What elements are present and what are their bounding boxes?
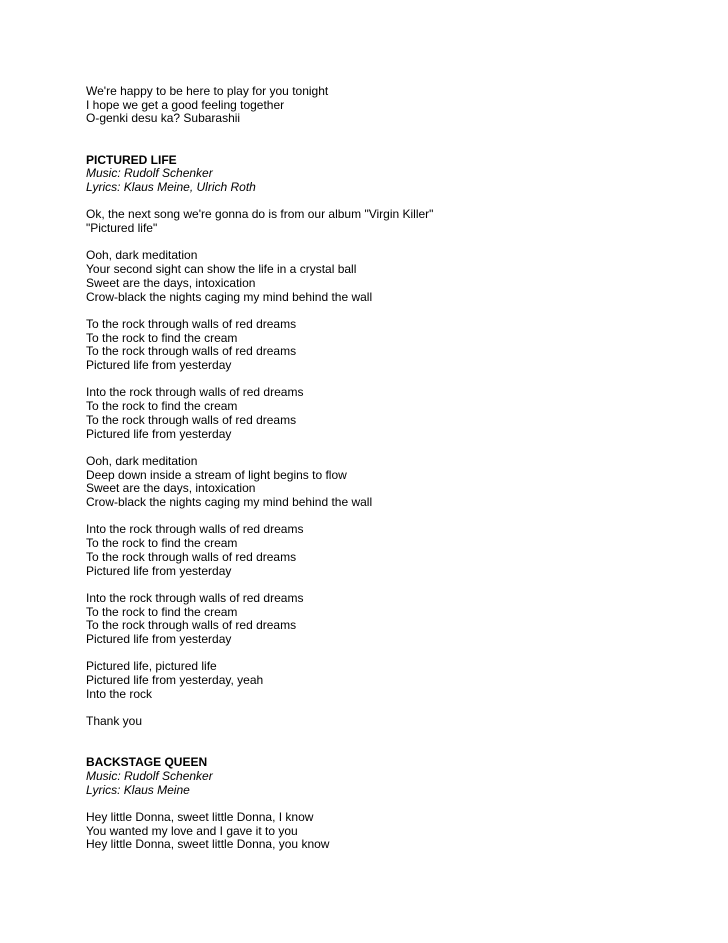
lyric-line: To the rock to find the cream <box>86 330 238 345</box>
lyric-line: To the rock through walls of red dreams <box>86 344 297 359</box>
lyric-line: Pictured life from yesterday <box>86 358 232 372</box>
lyric-line: To the rock to find the cream <box>86 399 238 414</box>
text-line: I hope we get a good feeling together <box>86 97 285 112</box>
lyric-line: To the rock through walls of red dreams <box>86 549 297 564</box>
lyrics-credit: Lyrics: Klaus Meine, Ulrich Roth <box>86 179 256 194</box>
lyric-line: To the rock through walls of red dreams <box>86 316 297 331</box>
chorus-1 <box>86 318 686 373</box>
lyric-line: Into the rock through walls of red dreams <box>86 385 304 400</box>
lyric-line: Pictured life from yesterday <box>86 563 232 578</box>
text-line: O-genki desu ka? Subarashii <box>86 111 241 126</box>
song-title: BACKSTAGE QUEEN <box>86 755 208 770</box>
text-line: Ok, the next song we're gonna do is from our album "Virgin Killer" <box>86 207 434 222</box>
lyric-line: Hey little Donna, sweet little Donna, I know <box>86 810 314 825</box>
lyric-line: Your second sight can show the life in a crystal ball <box>86 262 357 277</box>
lyric-line: You wanted my love and I gave it to you <box>86 823 298 838</box>
song-backstage-queen <box>86 756 686 852</box>
verse-1 <box>86 811 686 852</box>
song-title: PICTURED LIFE <box>86 152 177 167</box>
lyric-line: Pictured life, pictured life <box>86 659 217 674</box>
lyric-line: Crow-black the nights caging my mind behind the wall <box>86 289 373 304</box>
text-line: "Pictured life" <box>86 221 158 235</box>
lyric-line: Hey little Donna, sweet little Donna, you know <box>86 837 330 852</box>
lyric-line: Sweet are the days, intoxication <box>86 275 256 290</box>
verse-1 <box>86 249 686 304</box>
lyrics-credit: Lyrics: Klaus Meine <box>86 782 190 797</box>
lyric-line: Pictured life from yesterday <box>86 426 232 441</box>
thanks-line: Thank you <box>86 714 143 729</box>
lyric-line: To the rock through walls of red dreams <box>86 412 297 427</box>
lyric-line: Into the rock <box>86 686 153 701</box>
lyric-line: Ooh, dark meditation <box>86 248 198 263</box>
intro-block <box>86 85 686 126</box>
chorus-2 <box>86 386 686 441</box>
chorus-4 <box>86 592 686 647</box>
lyric-line: Crow-black the nights caging my mind behind the wall <box>86 495 373 509</box>
lyric-line: Pictured life from yesterday, yeah <box>86 673 264 688</box>
music-credit: Music: Rudolf Schenker <box>86 166 213 181</box>
announcement <box>86 208 686 235</box>
chorus-3 <box>86 523 686 578</box>
lyric-line: Sweet are the days, intoxication <box>86 481 256 496</box>
document-page <box>86 85 686 852</box>
song-pictured-life <box>86 154 686 729</box>
outro <box>86 660 686 701</box>
verse-2 <box>86 455 686 510</box>
lyric-line: Deep down inside a stream of light begins to flow <box>86 467 347 482</box>
music-credit: Music: Rudolf Schenker <box>86 768 213 783</box>
lyric-line: Into the rock through walls of red dreams <box>86 522 304 537</box>
lyric-line: To the rock to find the cream <box>86 536 238 551</box>
lyric-line: Into the rock through walls of red dreams <box>86 590 304 605</box>
text-line: We're happy to be here to play for you tonight <box>86 84 329 98</box>
lyric-line: To the rock through walls of red dreams <box>86 618 297 633</box>
lyric-line: To the rock to find the cream <box>86 604 238 619</box>
lyric-line: Ooh, dark meditation <box>86 453 198 468</box>
lyric-line: Pictured life from yesterday <box>86 632 232 646</box>
